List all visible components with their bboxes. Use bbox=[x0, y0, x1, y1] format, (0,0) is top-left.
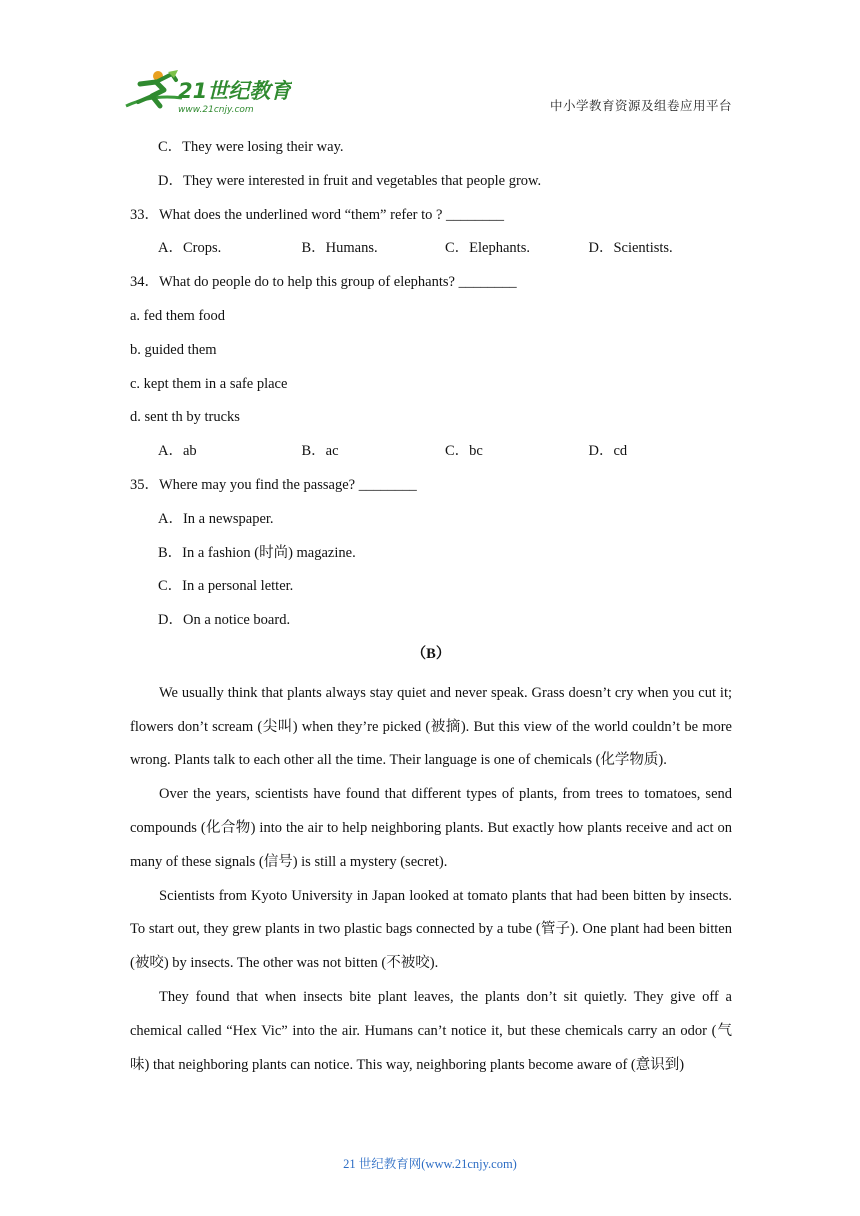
q34-item-d: d. sent th by trucks bbox=[130, 409, 240, 426]
passage-paragraph-1: We usually think that plants always stay quiet and never speak. Grass doesn’t cry when you cut it; flowers don’t scream (尖叫) when they’re picked (被摘). But this view of the world couldn’t be more wrong. Plants talk to each other all the time. Their language is one of chemicals (化学物质). bbox=[130, 684, 732, 769]
platform-title: 中小学教育资源及组卷应用平台 bbox=[549, 98, 732, 113]
q33-option-d: D．Scientists. bbox=[588, 240, 673, 257]
q34-stem: 34．What do people do to help this group of elephants? ________ bbox=[130, 274, 517, 291]
q35-option-c: C．In a personal letter. bbox=[158, 578, 294, 595]
q35-option-b: B．In a fashion (时尚) magazine. bbox=[158, 544, 356, 561]
q34-options bbox=[130, 440, 732, 474]
q33-option-a: A．Crops. bbox=[158, 240, 222, 257]
q34-option-d: D．cd bbox=[588, 443, 628, 460]
q34-option-b: B．ac bbox=[301, 443, 339, 460]
q33-stem: 33．What does the underlined word “them” refer to ? ________ bbox=[130, 206, 505, 223]
page-footer: 21 世纪教育网(www.21cnjy.com) bbox=[343, 1157, 517, 1171]
svg-text:www.21cnjy.com: www.21cnjy.com bbox=[178, 105, 254, 115]
q32-option-d: D．They were interested in fruit and vegetables that people grow. bbox=[158, 172, 542, 189]
q33-options bbox=[130, 237, 732, 271]
q32-option-c: C．They were losing their way. bbox=[158, 139, 344, 155]
q35-option-d: D．On a notice board. bbox=[158, 612, 291, 629]
document-body bbox=[130, 136, 732, 1082]
section-b-title: （B） bbox=[411, 645, 451, 662]
svg-text:21世纪教育: 21世纪教育 bbox=[178, 79, 292, 103]
passage-paragraph-2: Over the years, scientists have found that different types of plants, from trees to tomatoes, send compounds (化合物) into the air to help neighboring plants. But exactly how plants receive and act on many of these signals (信号) is still a mystery (secret). bbox=[130, 786, 732, 870]
q35-option-a: A．In a newspaper. bbox=[158, 510, 274, 527]
q33-option-b: B．Humans. bbox=[301, 240, 378, 257]
passage-paragraph-3: Scientists from Kyoto University in Japan looked at tomato plants that had been bitten by insects. To start out, they grew plants in two plastic bags connected by a tube (管子). One plant had been bitten (被咬) by insects. The other was not bitten (不被咬). bbox=[130, 887, 732, 972]
logo bbox=[122, 68, 292, 116]
logo-runner-icon bbox=[122, 68, 292, 116]
q34-option-c: C．bc bbox=[445, 443, 483, 460]
passage-paragraph-4: They found that when insects bite plant leaves, the plants don’t sit quietly. They give off a chemical called “Hex Vic” into the air. Humans can’t notice it, but these chemicals carry an odor (气味) that neighboring plants can notice. This way, neighboring plants become aware of (意识到) bbox=[130, 988, 732, 1073]
q34-option-a: A．ab bbox=[158, 443, 197, 460]
q34-item-a: a. fed them food bbox=[130, 307, 226, 324]
page-header bbox=[0, 0, 860, 125]
q33-option-c: C．Elephants. bbox=[445, 240, 530, 257]
q34-item-c: c. kept them in a safe place bbox=[130, 375, 288, 392]
q35-stem: 35．Where may you find the passage? ________ bbox=[130, 476, 417, 493]
q34-item-b: b. guided them bbox=[130, 341, 217, 358]
